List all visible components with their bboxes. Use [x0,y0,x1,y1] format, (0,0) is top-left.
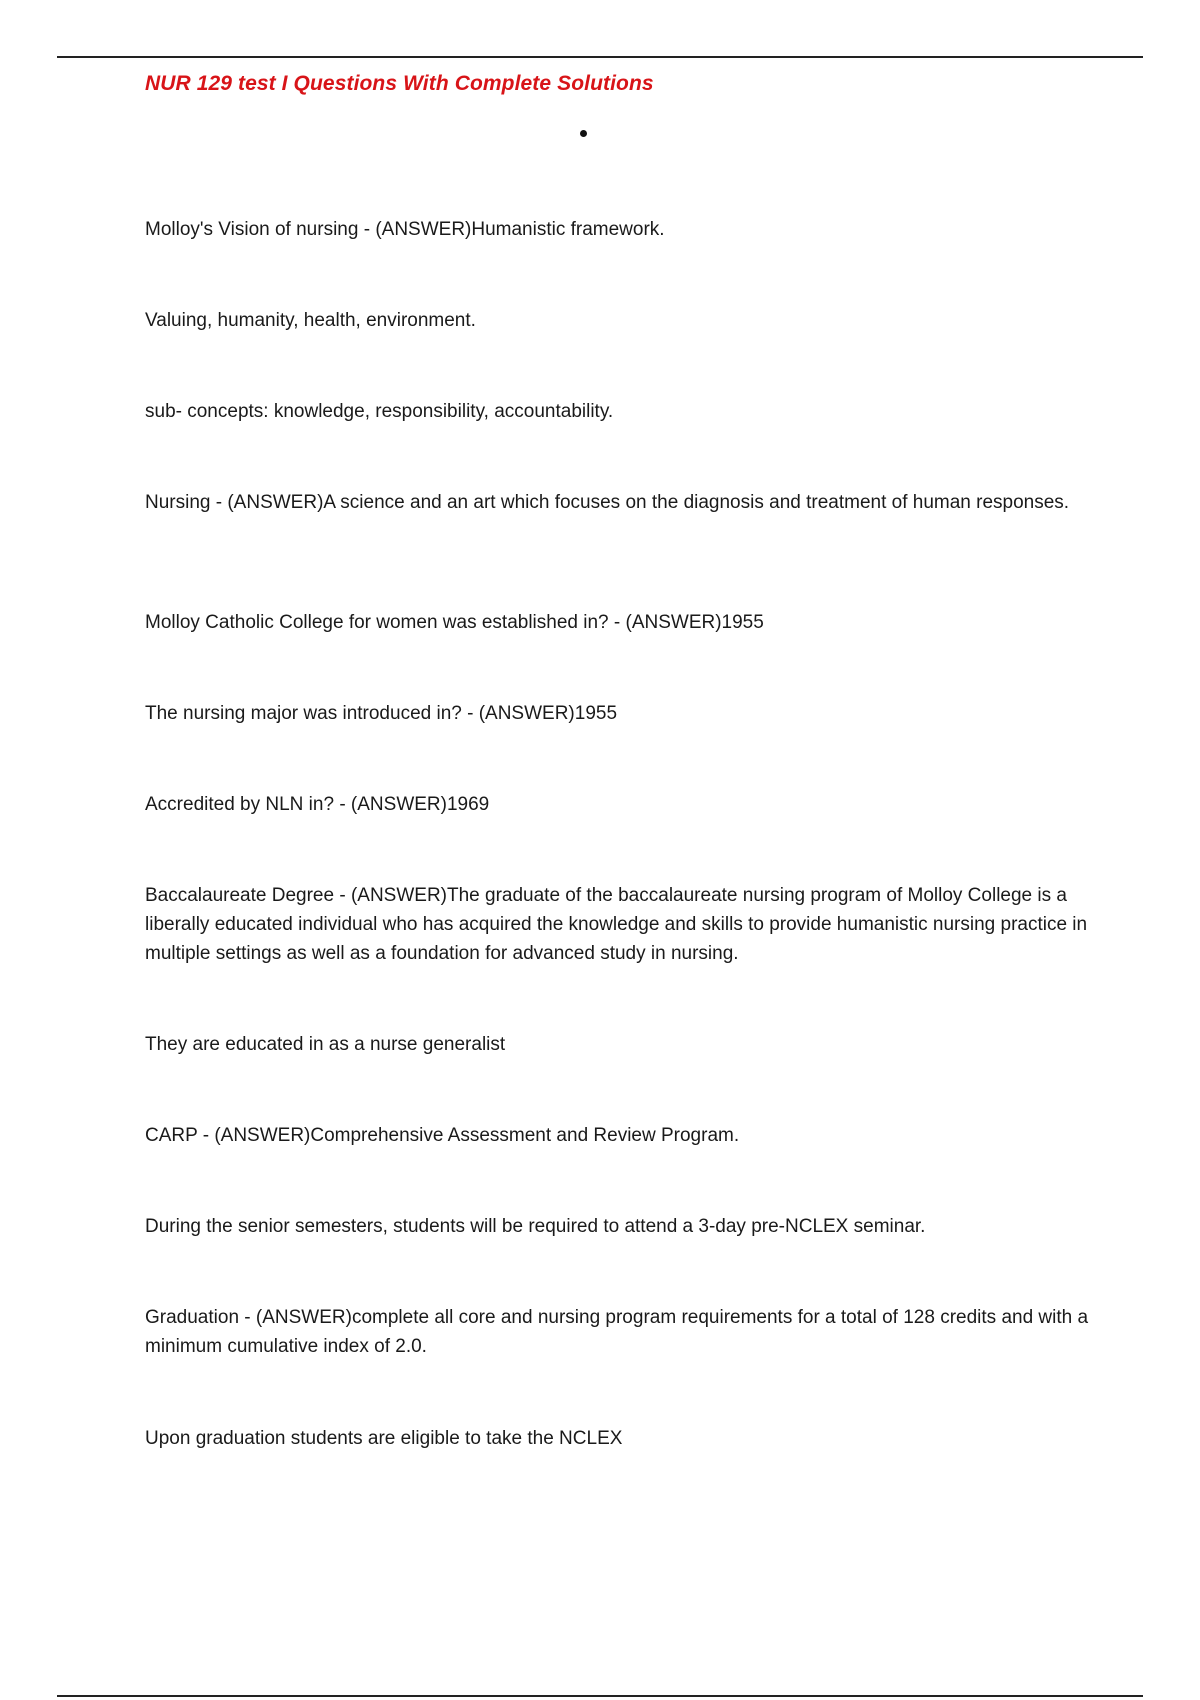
paragraph-nclex-seminar: During the senior semesters, students will be required to attend a 3-day pre-NCLEX seminar. [145,1216,926,1237]
paragraph-nurse-generalist: They are educated in as a nurse generalist [145,1034,506,1055]
paragraph-vision: Molloy's Vision of nursing - (ANSWER)Humanistic framework. [145,219,665,240]
paragraph-carp: CARP - (ANSWER)Comprehensive Assessment and Review Program. [145,1125,740,1146]
paragraph-nursing-major: The nursing major was introduced in? - (ANSWER)1955 [145,703,618,724]
paragraph-values: Valuing, humanity, health, environment. [145,310,476,331]
paragraph-sub-concepts: sub- concepts: knowledge, responsibility, accountability. [145,401,614,422]
bullet-marker [580,130,587,137]
paragraph-nclex-eligibility: Upon graduation students are eligible to take the NCLEX [145,1428,623,1449]
bottom-rule [57,1695,1143,1697]
paragraph-college-established: Molloy Catholic College for women was established in? - (ANSWER)1955 [145,612,764,633]
paragraph-baccalaureate-degree: Baccalaureate Degree - (ANSWER)The graduate of the baccalaureate nursing program of Molloy College is a liberally educated individual who has acquired the knowledge and skills to provide humanistic nursing practice in multiple settings as well as a foundation for advanced study in nursing. [145,885,1088,964]
paragraph-accreditation: Accredited by NLN in? - (ANSWER)1969 [145,794,490,815]
document-title: NUR 129 test I Questions With Complete Solutions [145,72,654,95]
paragraph-nursing-definition: Nursing - (ANSWER)A science and an art which focuses on the diagnosis and treatment of human responses. [145,492,1070,513]
top-rule [57,56,1143,58]
paragraph-graduation: Graduation - (ANSWER)complete all core and nursing program requirements for a total of 128 credits and with a minimum cumulative index of 2.0. [145,1307,1089,1357]
